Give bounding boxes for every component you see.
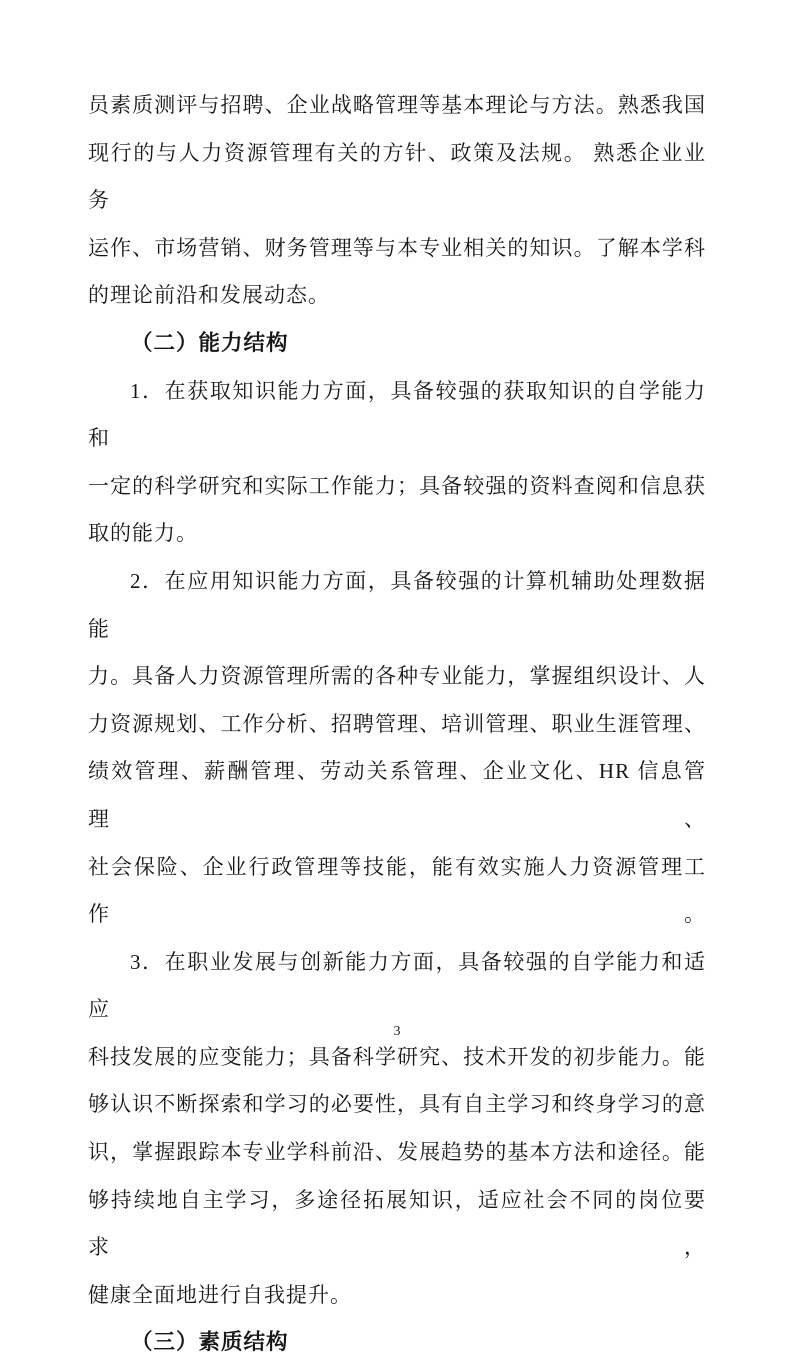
text-line: 社会保险、企业行政管理等技能，能有效实施人力资源管理工作。 xyxy=(88,854,706,927)
text-line: 健康全面地进行自我提升。 xyxy=(88,1282,352,1307)
text-line: 的理论前沿和发展动态。 xyxy=(88,283,330,308)
section-heading-quality: （三）素质结构 xyxy=(131,1330,289,1355)
page-number: 3 xyxy=(393,1024,401,1039)
text-line: 识，掌握跟踪本专业学科前沿、发展趋势的基本方法和途径。能 xyxy=(88,1140,706,1165)
text-line: 够持续地自主学习，多途径拓展知识，适应社会不同的岗位要求， xyxy=(88,1187,706,1260)
text-line: 1．在获取知识能力方面，具备较强的获取知识的自学能力和 xyxy=(88,378,706,451)
text-line: 科技发展的应变能力；具备科学研究、技术开发的初步能力。能 xyxy=(88,1044,706,1069)
text-line: 力。具备人力资源管理所需的各种专业能力，掌握组织设计、人 xyxy=(88,664,706,689)
text-line: 现行的与人力资源管理有关的方针、政策及法规。 熟悉企业业务 xyxy=(88,140,706,213)
text-line: 绩效管理、薪酬管理、劳动关系管理、企业文化、HR 信息管理、 xyxy=(88,759,706,831)
text-line: 2．在应用知识能力方面，具备较强的计算机辅助处理数据能 xyxy=(88,568,706,641)
document-body xyxy=(88,82,706,1367)
text-line: 运作、市场营销、财务管理等与本专业相关的知识。了解本学科 xyxy=(88,235,706,260)
text-line: 3．在职业发展与创新能力方面，具备较强的自学能力和适应 xyxy=(88,949,706,1022)
text-line: 够认识不断探索和学习的必要性，具有自主学习和终身学习的意 xyxy=(88,1092,706,1117)
text-line: 一定的科学研究和实际工作能力；具备较强的资料查阅和信息获 xyxy=(88,473,706,498)
section-heading-ability: （二）能力结构 xyxy=(131,330,289,355)
text-line: 员素质测评与招聘、企业战略管理等基本理论与方法。熟悉我国 xyxy=(88,93,706,117)
text-line: 力资源规划、工作分析、招聘管理、培训管理、职业生涯管理、 xyxy=(88,711,706,736)
text-line: 取的能力。 xyxy=(88,521,198,546)
